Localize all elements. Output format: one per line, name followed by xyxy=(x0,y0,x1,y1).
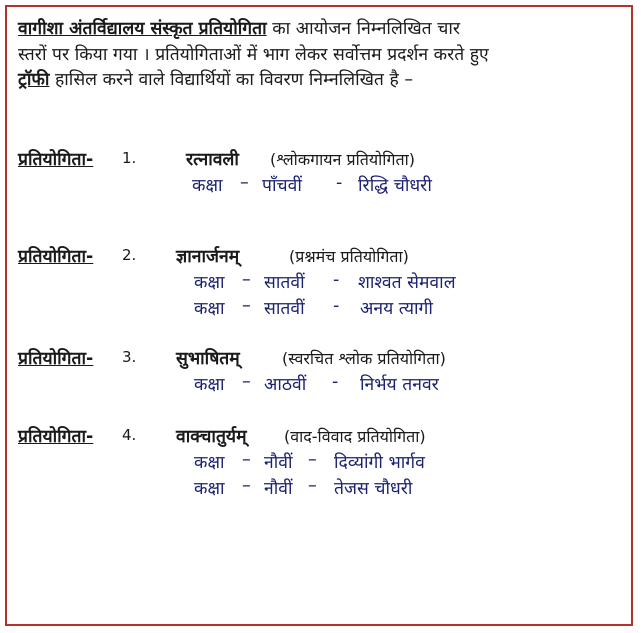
dash: – xyxy=(242,450,251,470)
student-name: शाश्वत सेमवाल xyxy=(358,273,456,293)
competition-label: प्रतियोगिता- xyxy=(18,247,94,267)
competition-label: प्रतियोगिता- xyxy=(18,150,94,170)
student-name: तेजस चौधरी xyxy=(334,479,413,499)
competition-number: 1. xyxy=(122,149,137,167)
competition-3 xyxy=(18,346,628,398)
intro-line-3-rest: हासिल करने वाले विद्यार्थियों का विवरण निम्नलिखित है – xyxy=(54,70,414,90)
separator: – xyxy=(308,450,317,470)
competition-1 xyxy=(18,147,628,199)
competition-heading xyxy=(18,424,628,450)
competition-kind: (स्वरचित श्लोक प्रतियोगिता) xyxy=(282,349,446,368)
student-name: निर्भय तनवर xyxy=(360,375,439,395)
competition-kind: (श्लोकगायन प्रतियोगिता) xyxy=(270,150,415,169)
competition-name: ज्ञानार्जनम् xyxy=(176,247,240,267)
class-value: सातवीं xyxy=(264,273,305,293)
competition-number: 2. xyxy=(122,246,137,264)
intro-line-1 xyxy=(18,17,618,43)
winner-row xyxy=(18,372,628,398)
competition-heading xyxy=(18,244,628,270)
competition-name: सुभाषितम् xyxy=(176,349,240,369)
class-value: नौवीं xyxy=(264,479,293,499)
separator: – xyxy=(308,476,317,496)
competition-2 xyxy=(18,244,628,322)
dash: – xyxy=(242,476,251,496)
competition-name: रत्नावली xyxy=(186,150,239,170)
winner-row xyxy=(18,173,628,199)
class-label: कक्षा xyxy=(194,479,225,499)
competition-kind: (प्रश्नमंच प्रतियोगिता) xyxy=(289,247,409,266)
class-value: पाँचवीं xyxy=(262,176,302,196)
intro-paragraph xyxy=(18,17,618,94)
student-name: अनय त्यागी xyxy=(360,299,433,319)
student-name: दिव्यांगी भार्गव xyxy=(334,453,425,473)
competition-kind: (वाद-विवाद प्रतियोगिता) xyxy=(284,427,426,446)
class-label: कक्षा xyxy=(194,299,225,319)
competition-label: प्रतियोगिता- xyxy=(18,427,94,447)
competition-4 xyxy=(18,424,628,502)
separator: - xyxy=(333,270,340,290)
event-title: वागीशा अंतर्विद्यालय संस्कृत प्रतियोगिता xyxy=(18,19,267,39)
separator: - xyxy=(332,372,339,392)
separator: - xyxy=(333,296,340,316)
competition-label: प्रतियोगिता- xyxy=(18,349,94,369)
intro-line-3 xyxy=(18,68,618,94)
class-label: कक्षा xyxy=(194,273,225,293)
separator: - xyxy=(336,173,343,193)
dash: – xyxy=(240,173,249,193)
trophy-word: ट्रॉफी xyxy=(18,70,50,90)
dash: – xyxy=(242,296,251,316)
dash: – xyxy=(242,372,251,392)
winner-row xyxy=(18,270,628,296)
competition-number: 3. xyxy=(122,348,137,366)
competition-heading xyxy=(18,346,628,372)
winner-row xyxy=(18,296,628,322)
class-label: कक्षा xyxy=(194,453,225,473)
class-value: आठवीं xyxy=(264,375,307,395)
competition-heading xyxy=(18,147,628,173)
class-value: नौवीं xyxy=(264,453,293,473)
intro-line-1-rest: का आयोजन निम्नलिखित चार xyxy=(272,19,461,39)
competition-name: वाक्चातुर्यम् xyxy=(176,427,247,447)
class-label: कक्षा xyxy=(192,176,223,196)
competition-number: 4. xyxy=(122,426,137,444)
student-name: रिद्धि चौधरी xyxy=(358,176,432,196)
class-value: सातवीं xyxy=(264,299,305,319)
winner-row xyxy=(18,450,628,476)
intro-line-2: स्तरों पर किया गया । प्रतियोगिताओं में भाग लेकर सर्वोत्तम प्रदर्शन करते हुए xyxy=(18,44,489,65)
dash: – xyxy=(242,270,251,290)
class-label: कक्षा xyxy=(194,375,225,395)
winner-row xyxy=(18,476,628,502)
